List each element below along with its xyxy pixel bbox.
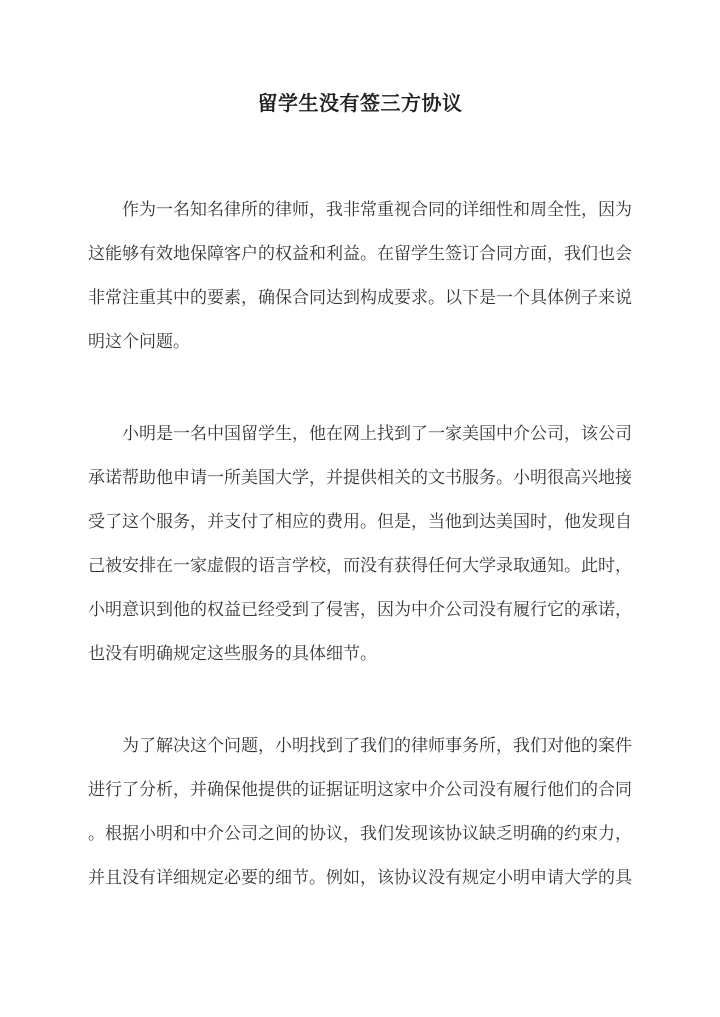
- text-line: 为了解决这个问题，小明找到了我们的律师事务所，我们对他的案件: [122, 736, 632, 756]
- text-line: 进行了分析，并确保他提供的证据证明这家中介公司没有履行他们的合同: [88, 780, 632, 800]
- document-body: [88, 188, 632, 900]
- text-line: 小明意识到他的权益已经受到了侵害，因为中介公司没有履行它的承诺，: [88, 600, 632, 620]
- paragraph-1: [88, 188, 632, 364]
- text-line: 并且没有详细规定必要的细节。例如，该协议没有规定小明申请大学的具: [88, 868, 632, 888]
- paragraph-3: [88, 724, 632, 900]
- text-line: 这能够有效地保障客户的权益和利益。在留学生签订合同方面，我们也会: [88, 244, 632, 264]
- text-line: 明这个问题。: [88, 332, 190, 352]
- document-title: 留学生没有签三方协议: [257, 91, 463, 115]
- text-line: 作为一名知名律所的律师，我非常重视合同的详细性和周全性，因为: [122, 200, 632, 220]
- text-line: 承诺帮助他申请一所美国大学，并提供相关的文书服务。小明很高兴地接: [88, 468, 632, 488]
- paragraph-2: [88, 412, 632, 676]
- text-line: 也没有明确规定这些服务的具体细节。: [88, 644, 377, 664]
- text-line: 非常注重其中的要素，确保合同达到构成要求。以下是一个具体例子来说: [88, 288, 632, 308]
- text-line: 己被安排在一家虚假的语言学校，而没有获得任何大学录取通知。此时，: [88, 556, 632, 576]
- text-line: 受了这个服务，并支付了相应的费用。但是，当他到达美国时，他发现自: [88, 512, 632, 532]
- text-line: 小明是一名中国留学生，他在网上找到了一家美国中介公司，该公司: [122, 424, 632, 444]
- text-line: 。根据小明和中介公司之间的协议，我们发现该协议缺乏明确的约束力，: [88, 824, 632, 844]
